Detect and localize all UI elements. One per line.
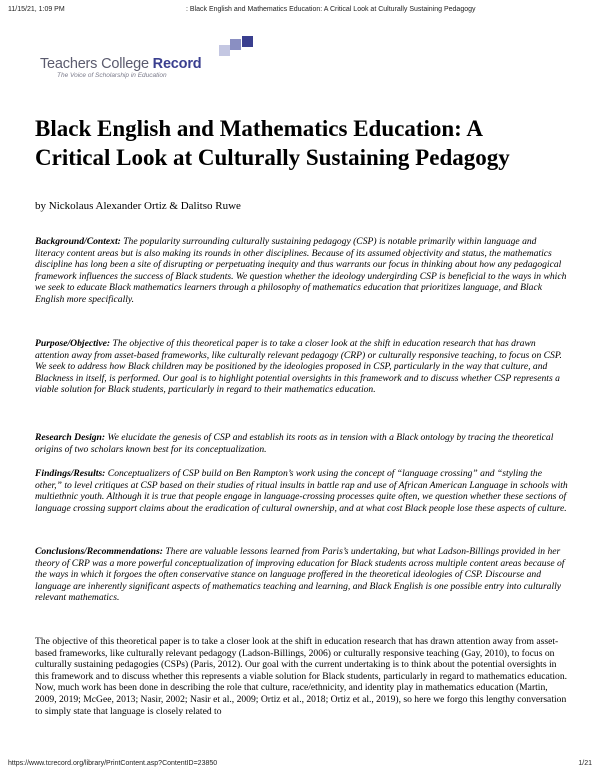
- abstract-label: Findings/Results:: [35, 468, 106, 479]
- abstract-text: Conceptualizers of CSP build on Ben Rampton’s work using the concept of “language crossing” and “styling the other,” to level critiques at CSP based on their studies of ritual insults in battle rap and use of African American Language in schools with multiethnic youth. Although it is true that people engage in language-crossing processes quite often, we question whether these sections of language crossing support claims about the eradication of cultural ownership, and at what cost Black people lose these aspects of culture.: [35, 468, 568, 514]
- print-url: https://www.tcrecord.org/library/PrintContent.asp?ContentID=23850: [8, 760, 218, 767]
- print-footer: [8, 760, 592, 770]
- abstract-research-design: [35, 432, 568, 455]
- print-page-title: : Black English and Mathematics Education: A Critical Look at Culturally Sustaining Pedagogy: [186, 6, 476, 13]
- print-page-number: 1/21: [578, 760, 592, 767]
- logo-tagline: The Voice of Scholarship in Education: [57, 72, 167, 79]
- abstract-text: The popularity surrounding culturally sustaining pedagogy (CSP) is notable primarily within language and literacy content areas but is also making its rounds in other disciplines. Because of its assumed objectivity and status, the mathematics discipline has long been a site of disrupting or perpetuating inequity and thus warrants our focus in thinking about how any pedagogical framework influences the success of Black students. We question whether the ideology undergirding CSP is beneficial to the ways in which we seek to educate Black mathematics learners through a philosophy of mathematics education that prioritizes language, and Black English more specifically.: [35, 236, 567, 305]
- abstract-label: Background/Context:: [35, 236, 121, 247]
- article-body-paragraph: The objective of this theoretical paper is to take a closer look at the shift in education research that has drawn attention away from asset-based frameworks, like culturally relevant pedagogy (Ladson-Billings, 2006) or culturally responsive teaching (Gay, 2010), to focus on culturally sustaining pedagogies (CSPs) (Paris, 2012). Our goal with the current undertaking is to think about the potential oversights in this framework and to discuss whether this represents a viable solution for Black students, particularly in regard to mathematics education. Now, much work has been done in describing the role that culture, race/ethnicity, and identity play in mathematics education (Martin, 2009, 2019; McGee, 2013; Nasir, 2002; Nasir et al., 2009; Ortiz et al., 2018; Ortiz et al., 2019), so here we forgo this lengthy conversation to simply state that language is closely related to: [35, 636, 568, 717]
- abstract-findings: [35, 468, 568, 514]
- abstract-label: Research Design:: [35, 432, 106, 443]
- print-timestamp: 11/15/21, 1:09 PM: [8, 6, 65, 13]
- abstract-text: The objective of this theoretical paper is to take a closer look at the shift in education research that has drawn attention away from asset-based frameworks, like culturally relevant pedagogy (CRP) or culturally responsive teaching, to focus on CSP. We seek to address how Black children may be positioned by the ideologies proposed in CSP, particularly in the way that culture, and Blackness in itself, is performed. Our goal is to highlight potential oversights in this framework and to discuss whether CSP represents a viable solution for Black students, particularly in regard to their mathematics education.: [35, 338, 562, 396]
- abstract-label: Conclusions/Recommendations:: [35, 546, 163, 557]
- logo-name-part2: Record: [152, 56, 202, 72]
- abstract-background: [35, 236, 568, 306]
- logo-squares-icon: [206, 36, 256, 58]
- article-byline: by Nickolaus Alexander Ortiz & Dalitso Ruwe: [35, 200, 241, 212]
- print-header: [8, 6, 592, 18]
- abstract-text: There are valuable lessons learned from Paris’s undertaking, but what Ladson-Billings provided in her theory of CRP was a more powerful conceptualization of improving education for Black students across multiple content areas because of the ways in which it forgoes the often conservative stance on language proffered in the theoretical ideologies of CSP. Discourse and language are inherently significant aspects of mathematics teaching and learning, and Black English is one possible entry into culturally relevant mathematics.: [35, 546, 565, 604]
- abstract-label: Purpose/Objective:: [35, 338, 111, 349]
- article-title: Black English and Mathematics Education: A Critical Look at Culturally Sustaining Pedagogy: [35, 116, 510, 170]
- abstract-conclusions: [35, 546, 568, 604]
- abstract-purpose: [35, 338, 568, 396]
- logo-wordmark: [40, 56, 201, 72]
- journal-logo[interactable]: [40, 36, 280, 80]
- logo-name-part1: Teachers College: [40, 56, 153, 72]
- abstract-text: We elucidate the genesis of CSP and establish its roots as in tension with a Black ontology by tracing the theoretical origins of two scholars known best for its conceptualization.: [35, 432, 554, 455]
